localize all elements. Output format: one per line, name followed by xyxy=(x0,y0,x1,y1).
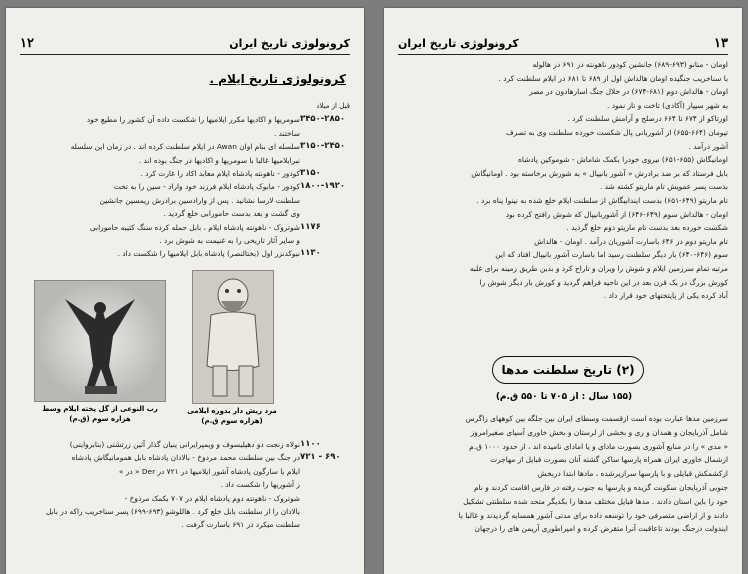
text-line xyxy=(398,481,728,495)
text-line xyxy=(398,140,728,154)
goddess-caption: رب النوعی از گل پخته ایلام وسط هزاره سوم (ق.م) xyxy=(42,405,158,423)
entry-date xyxy=(300,478,350,491)
line-text: اورتاکو از ۶۷۴ تا ۶۶۴ درصلح و آرامش سلطنت کرد . xyxy=(567,114,728,124)
chronology-top xyxy=(20,100,350,261)
text-line xyxy=(20,505,350,518)
line-text: دادند و از اراضی متصرفی خود را توسعه داده برای مدتی آشور همسایه گردیدند و غالبا با xyxy=(458,510,728,520)
entry-date xyxy=(300,492,350,505)
text-line xyxy=(398,440,728,454)
line-text: اومان - هالداش سوم (۶۴۹-۶۴۶) از آشوربانیپال که شوش رافتح کرده بود xyxy=(505,209,728,219)
line-text: به شهر سیپار (آکادی) تاخت و تاز نمود . xyxy=(607,100,728,110)
text-line xyxy=(20,207,350,220)
text-line xyxy=(398,235,728,249)
text-line xyxy=(398,289,728,303)
text-line xyxy=(398,99,728,113)
page-header xyxy=(20,32,350,55)
line-text: ز آشوریها را شکست داد . xyxy=(220,480,300,490)
text-line xyxy=(20,140,350,153)
text-line xyxy=(20,221,350,234)
text-line xyxy=(398,412,728,426)
text-line xyxy=(20,438,350,451)
line-text: شکست خورده بعد بدست تام ماریتو دوم خلع گردید . xyxy=(566,223,728,233)
text-line xyxy=(398,180,728,194)
text-line xyxy=(398,522,728,536)
line-text: با سناخریب جنگیده اومان هالداش اول از ۶۸۹ تا ۶۸۱ در ایلام سلطنت کرد . xyxy=(498,73,728,83)
entry-date xyxy=(300,518,350,531)
line-text: در جنگ بین سلطنت محمد مردوخ - بالادان پادشاه بابل همومانیگاش پادشاه xyxy=(71,453,300,463)
median-section-text xyxy=(398,412,728,536)
elam-continuation xyxy=(398,58,728,303)
entry-date xyxy=(300,465,350,478)
entry-date xyxy=(300,194,350,207)
line-text: کورش بزرگ در یک قرن بعد در این ناحیه فراهم گردید و کورش بار دیگر شوش را xyxy=(479,277,728,287)
bearded-man-caption: مرد ریش دار بدوره ایلامی (هزاره سوم ق.م) xyxy=(187,407,277,425)
text-line xyxy=(398,426,728,440)
text-line xyxy=(20,127,350,140)
text-line xyxy=(20,194,350,207)
line-text: جنوبی آذربایجان سکونت گزیده و پارسها به جنوب رفته در فارس اقامت کردند و نام xyxy=(473,482,728,492)
line-text: اومانیگاش (۶۵۵-۶۵۱) نیروی خودرا بکمک شاماش - شوموکین پادشاه xyxy=(517,155,728,165)
right-page xyxy=(384,8,742,574)
text-line xyxy=(398,194,728,208)
text-line xyxy=(398,495,728,509)
line-text: ایلام با سارگون پادشاه آشور ایلامیها در ۷۲۱ در Der « در » xyxy=(118,466,300,476)
line-text: سلطنت لارسا نشانید . پس از وارادسین برادرش ریمسین جانشین xyxy=(99,195,300,205)
entry-date: ۱۱۳۰ xyxy=(300,248,321,259)
text-line xyxy=(20,154,350,167)
line-text: خود را باین استان دادند . مدها قبایل مختلف مدها را بکدیگر متحد شده سلطنتی تشکیل xyxy=(463,496,728,506)
line-text: مرتبه تمام سرزمین ایلام و شوش را ویران و تاراج کرد و بدین طریق زمینه برای غلبه xyxy=(469,263,728,273)
intro-line: قبل از میلاد xyxy=(316,102,350,110)
text-line xyxy=(20,167,350,180)
text-line xyxy=(398,467,728,481)
text-line xyxy=(398,276,728,290)
running-title: کرونولوژی تاریخ ایران xyxy=(398,36,519,50)
text-line xyxy=(398,262,728,276)
entry-date xyxy=(300,505,350,518)
entry-date xyxy=(300,207,350,220)
text-line xyxy=(398,85,728,99)
text-line xyxy=(20,247,350,260)
line-text: ایندولت درجنگ بودند تاعاقبت آنرا متقرض کرده و امپراطوری آریمن های را درجهان xyxy=(474,524,728,534)
line-text: نولاه زنجت دو دهپلیسوف و ویمپرایرانی پنیان گذار آئین زرتشتی (بنابروایتی) xyxy=(69,440,300,449)
entry-date xyxy=(300,234,350,247)
line-text: آشور درآمد . xyxy=(688,141,728,151)
line-text: وی گشت و بعد بدست حامورابی خلع گردید . xyxy=(163,209,300,219)
line-text: کودور - ناهونته پادشاه ایلام معابد اکاد را غارت کرد . xyxy=(140,169,300,179)
clay-goddess-photo xyxy=(34,280,166,402)
text-line xyxy=(398,126,728,140)
line-text: تام ماریتو دوم در ۶۴۶ باسارت آشوریان درآمد . اومان - هالداش xyxy=(534,236,728,246)
text-line xyxy=(398,58,728,72)
section-subtitle: (۱۵۵ سال : از ۷۰۵ تا ۵۵۰ ق.م) xyxy=(495,392,633,402)
chronology-bottom xyxy=(20,438,350,532)
line-text: اومان - هالداش دوم (۶۸۱-۶۷۴) در خلال جنگ اسارهادون در مصر xyxy=(529,87,728,97)
section-title: (۲) تاریخ سلطنت مدها xyxy=(501,363,635,377)
line-text: ازشمال خاوری ایران همراه پارسها ساکن گشته آنان بصورت قبایل از مهاجرت xyxy=(490,455,728,465)
line-text: ازکشمکش قبایلی و با پارسها سرازیرشده ، مادها ابتدا دربخش xyxy=(537,469,728,479)
text-line xyxy=(398,112,728,126)
line-text: اومان - منانو (۶۹۳-۶۸۹) جانشین کودور ناهونته در ۶۹۱ در هالوله xyxy=(532,60,728,69)
entry-date: ۷۲۱ - ۶۹۰ xyxy=(300,452,341,463)
page-number: ۱۲ xyxy=(20,35,34,51)
line-text: بدست پسر عمویش تام ماریتو کشته شد . xyxy=(599,182,728,192)
running-title: کرونولوژی تاریخ ایران xyxy=(229,36,350,50)
text-line xyxy=(20,465,350,478)
line-text: سرزمین مدها عبارت بوده است ازقسمت وسطای ایران بین جلگه بین کوههای زاگرس xyxy=(465,414,728,423)
entry-date: ۳۱۵۰-۲۴۵۰ xyxy=(300,141,346,152)
text-line xyxy=(20,492,350,505)
page-number: ۱۳ xyxy=(714,35,728,51)
bearded-man-photo xyxy=(192,270,274,404)
entry-date: ۱۱۰۰ xyxy=(300,439,321,449)
line-text: شوتروک - ناهونته دوم پادشاه ایلام در ۷۰۷ بکمک مردوخ - xyxy=(124,493,300,503)
entry-date xyxy=(300,154,350,167)
entry-date: ۱۱۷۶ xyxy=(300,221,321,232)
text-line xyxy=(398,453,728,467)
line-text: سلسله ای بنام اوان Awan در ایلام سلطنت کرده اند . در زمان این سلسله xyxy=(70,142,300,152)
text-line xyxy=(20,518,350,531)
line-text: ساختند . xyxy=(273,128,300,138)
entry-date: ۳۴۵۰-۲۸۵۰ xyxy=(300,114,346,125)
line-text: سومریها و اکادیها مکرر ایلامیها را شکست داده آن کشور را مطیع خود xyxy=(86,115,300,125)
left-page xyxy=(6,8,364,574)
line-text: « مدی » را در منابع آشوری بصورت مادای و یا امادای نامیده اند ، از حدود ۱۰۰۰ ق.م xyxy=(469,441,728,451)
line-text: نبرایلامیها غالبا با سومریها و اکادیها در جنگ بوده اند . xyxy=(138,155,300,165)
line-text: شوتروک - ناهونته پادشاه ایلام ، بابل حمله کرده سنگ کتیبه حامورابی xyxy=(89,222,300,232)
line-text: سوم (۶۴۶-۶۴۰) بار دیگر سلطنت رسید اما باسارت آشور بانیپال افتاد که این xyxy=(495,250,728,260)
line-text: کودور - مابوک پادشاه ایلام فرزند خود واراد - سین را به تخت xyxy=(113,182,300,192)
line-text: بالادان را از سلطنت بابل خلع کرد . هاللوشو (۶۹۳-۶۹۹) پسر سناخریب راکه در بابل xyxy=(45,507,300,517)
line-text: شامل آذربایجان و همدان و ری و بخشی از لرستان و بخش خاوری آسیای صغیرامروز xyxy=(470,427,728,437)
text-line xyxy=(398,509,728,523)
text-line xyxy=(20,451,350,464)
text-line xyxy=(20,113,350,126)
text-line xyxy=(398,248,728,262)
entry-date: ۱۸۰۰-۱۹۲۰ xyxy=(300,181,346,192)
text-line xyxy=(398,208,728,222)
line-text: آباد کرده یکی از پایتختهای خود قرار داد . xyxy=(603,291,728,301)
text-line xyxy=(398,153,728,167)
page-header xyxy=(398,32,728,55)
line-text: بابل فرستاد که بر ضد برادرش « آشور بانیپال » به شورش برخاسته بود . اومانیگاش xyxy=(471,168,728,178)
text-line xyxy=(398,167,728,181)
line-text: تیومان (۶۶۴-۶۵۵) از آشوربانی پال شکست خورده سلطنت وی به تصرف xyxy=(506,127,728,137)
line-text: و سایر آثار تاریخی را به غنیمت به شوش برد . xyxy=(159,236,300,246)
chapter-title: کرونولوژی تاریخ ایلام . xyxy=(209,72,346,86)
line-text: سلطنت میکرد در ۶۹۱ باسارت گرفت . xyxy=(181,520,300,530)
text-line xyxy=(20,478,350,491)
line-text: تام ماریتو (۶۴۹-۶۵۱) بدست ایندابیگاش از سلطنت ایلام خلع شده به نینوا پناه برد . xyxy=(476,195,728,205)
text-line xyxy=(398,221,728,235)
text-line xyxy=(20,234,350,247)
text-line xyxy=(20,180,350,193)
text-line xyxy=(398,72,728,86)
section-title-box xyxy=(492,356,644,384)
line-text: نبوکدنزر اول (بختالنصر) پادشاه بابل ایلامیها را شکست داد . xyxy=(117,249,300,259)
entry-date: ۳۱۵۰ xyxy=(300,168,321,179)
entry-date xyxy=(300,127,350,140)
